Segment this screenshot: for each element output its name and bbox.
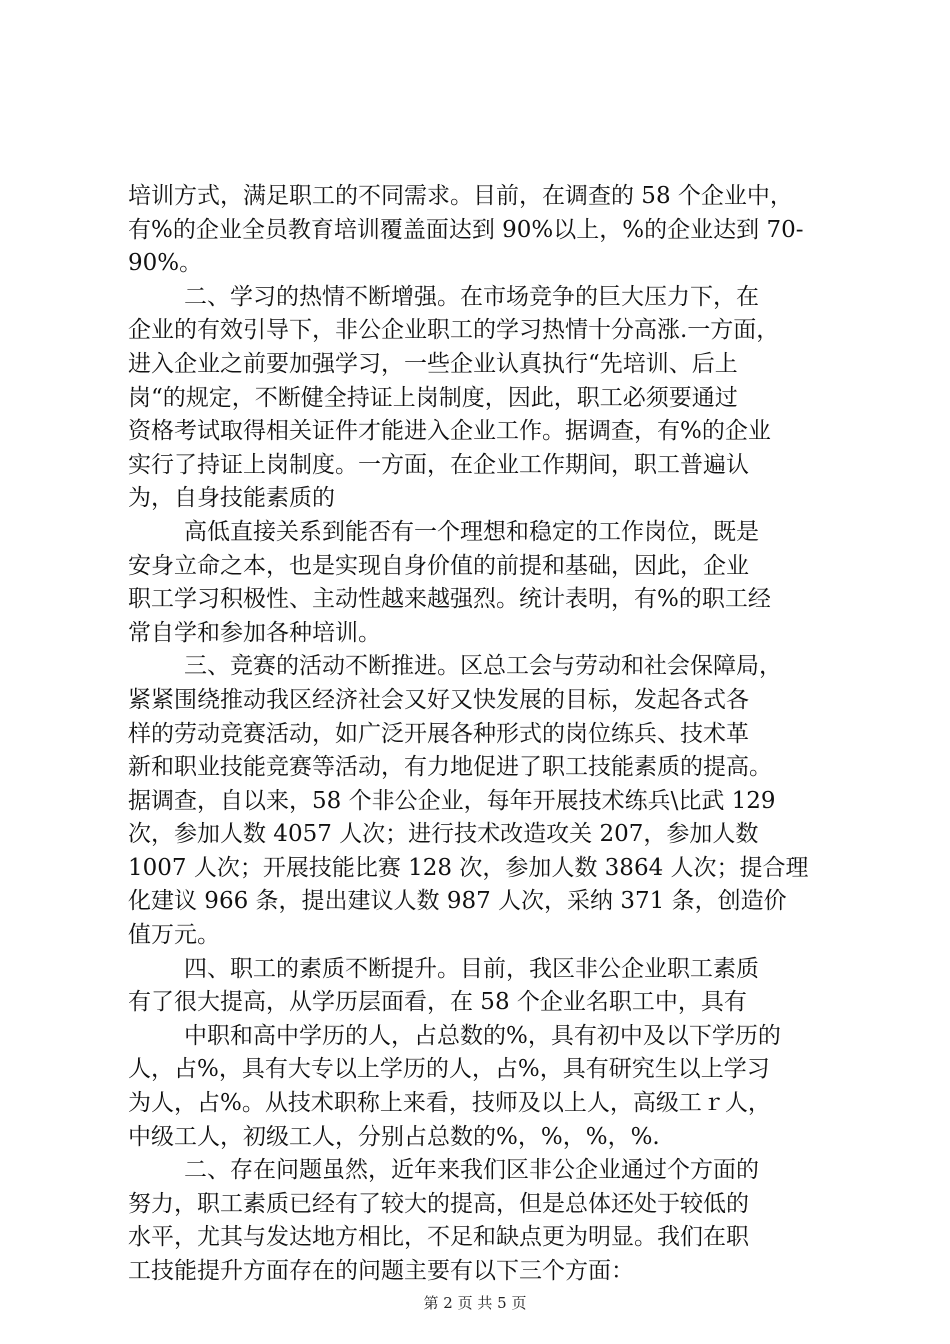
text-line: 进入企业之前要加强学习，一些企业认真执行“先培训、后上 bbox=[128, 350, 738, 377]
text-line: 为人，占%。从技术职称上来看，技师及以上人，高级工ｒ人， bbox=[128, 1090, 771, 1117]
text-line: 新和职业技能竞赛等活动，有力地促进了职工技能素质的提高。 bbox=[128, 754, 772, 781]
text-line: 为，自身技能素质的 bbox=[128, 485, 335, 512]
paragraph-start-line: 中职和高中学历的人，占总数的%，具有初中及以下学历的 bbox=[184, 1022, 781, 1049]
text-line: 实行了持证上岗制度。一方面，在企业工作期间，职工普遍认 bbox=[128, 451, 749, 478]
text-line: 水平，尤其与发达地方相比，不足和缺点更为明显。我们在职 bbox=[128, 1224, 749, 1251]
text-line: 紧紧围绕推动我区经济社会又好又快发展的目标，发起各式各 bbox=[128, 686, 749, 713]
text-line: 值万元。 bbox=[128, 922, 220, 949]
text-line: 安身立命之本，也是实现自身价值的前提和基础，因此，企业 bbox=[128, 552, 749, 579]
text-line: 常自学和参加各种培训。 bbox=[128, 619, 381, 646]
paragraph-start-line: 三、竞赛的活动不断推进。区总工会与劳动和社会保障局， bbox=[184, 653, 782, 680]
text-line: 据调查，自以来，58 个非公企业，每年开展技术练兵\比武 129 bbox=[128, 787, 776, 814]
text-line: 岗“的规定，不断健全持证上岗制度，因此，职工必须要通过 bbox=[128, 384, 738, 411]
text-line: 90%。 bbox=[128, 250, 203, 277]
text-line: 人，占%，具有大专以上学历的人，占%，具有研究生以上学习 bbox=[128, 1056, 770, 1083]
paragraph-start-line: 高低直接关系到能否有一个理想和稳定的工作岗位，既是 bbox=[184, 518, 759, 545]
text-line: 职工学习积极性、主动性越来越强烈。统计表明，有%的职工经 bbox=[128, 586, 771, 613]
text-line: 化建议 966 条，提出建议人数 987 人次，采纳 371 条，创造价 bbox=[128, 888, 787, 915]
paragraph-start-line: 四、职工的素质不断提升。目前，我区非公企业职工素质 bbox=[184, 955, 759, 982]
text-line: 1007 人次；开展技能比赛 128 次，参加人数 3864 人次；提合理 bbox=[128, 854, 809, 881]
text-line: 有了很大提高，从学历层面看，在 58 个企业名职工中，具有 bbox=[128, 989, 747, 1016]
text-line: 有%的企业全员教育培训覆盖面达到 90%以上，%的企业达到 70- bbox=[128, 216, 804, 243]
text-line: 资格考试取得相关证件才能进入企业工作。据调查，有%的企业 bbox=[128, 418, 771, 445]
text-line: 次，参加人数 4057 人次；进行技术改造攻关 207，参加人数 bbox=[128, 821, 759, 848]
text-line: 中级工人，初级工人，分别占总数的%，%，%，%. bbox=[128, 1123, 660, 1150]
text-line: 样的劳动竞赛活动，如广泛开展各种形式的岗位练兵、技术革 bbox=[128, 720, 749, 747]
text-line: 企业的有效引导下，非公企业职工的学习热情十分高涨.一方面， bbox=[128, 317, 780, 344]
text-line: 工技能提升方面存在的问题主要有以下三个方面： bbox=[128, 1258, 634, 1284]
paragraph-start-line: 二、学习的热情不断增强。在市场竞争的巨大压力下，在 bbox=[184, 283, 759, 310]
page-number-footer: 第 2 页 共 5 页 bbox=[423, 1294, 527, 1312]
paragraph-start-line: 二、存在问题虽然，近年来我们区非公企业通过个方面的 bbox=[184, 1157, 759, 1184]
document-body bbox=[128, 180, 828, 1289]
text-line: 努力，职工素质已经有了较大的提高，但是总体还处于较低的 bbox=[128, 1190, 749, 1217]
text-line: 培训方式，满足职工的不同需求。目前，在调查的 58 个企业中， bbox=[128, 183, 793, 209]
